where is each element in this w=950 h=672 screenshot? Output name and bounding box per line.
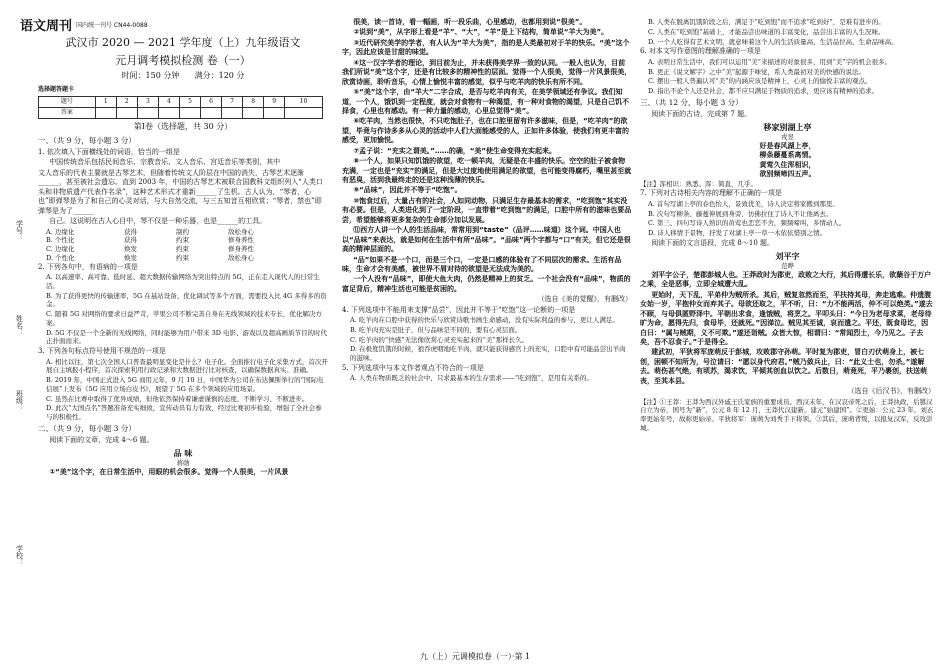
passage-paragraph: ⑤“美”这个字，由“羊大”二字合成，是否与吃羊肉有关，在美学领域还有争议。我们知道，一个人，饿饥到一定程度，就会对食物有一种渴望，有一种对食物的渴望，只是自己饥不择食，心里也有感动。有一种力量的感动，心里总觉得“美”。	[342, 88, 629, 115]
page-footer: 九（上）元调模拟卷（一）·第 1	[419, 652, 531, 661]
reading-instruction: 阅读下面的文章，完成 4～6 题。	[49, 436, 154, 445]
article-author: 蒋勋	[176, 459, 190, 468]
passage-paragraph: ⑪西方人讲一个人的生活品味，常常用到“taste”（品评……味道）这个词。中国人也以“品味”来表达，就是如何在生活中有所“品味”。“品味”两个字都与“口”有关，但它还是很高的精神层面的。	[342, 226, 631, 254]
classical-source: （选自《后汉书》，有删改）	[847, 387, 935, 396]
exam-title	[38, 34, 328, 69]
reading-instruction: 阅读下面的文言语段，完成 8～10 题。	[651, 238, 774, 247]
option-a[interactable]: A. 吃羊肉在口腔中获得的快乐与欣赏诗歌书画生命感动，没有实际利益的参与，更让人满足。	[350, 316, 619, 325]
question-stem: 5. 下列选项中与本文作者观点不符合的一项是	[342, 363, 484, 372]
question-number: 4	[158, 97, 179, 108]
classical-paragraph: 更始时，天下乱，平弟仲为贼所杀。其后，贼复忽然而至，平扶持其母，奔走逃难。仲遗腹女始一岁，平抱仲女而弃其子。母欲还取之，平不听，曰：“力不能两活，仲不可以绝类。”遂去不顾，与母俱匿野泽中。平朝出求食，逢饿贼，将烹之。平叩头曰：“今日为老母求菜，老母待旷为命，愿得先归，食母毕，还就死。”因涕泣。贼见其至诚，哀而遣之。平还，既食母讫，因白曰：“属与贼期，义不可欺。”遂还诣贼。众皆大惊，相谓曰：“常闻烈士，今乃见之。子去矣，吾不忍食子。”于是得全。	[640, 290, 933, 346]
passage-paragraph: ②说到“美”，从字形上看是“羊”、“大”，“羊”是上下结构，简单说“羊大为美”。	[353, 28, 609, 37]
time-label: 时间：150 分钟	[121, 71, 180, 81]
side-label-class: 班级：	[15, 390, 24, 411]
question-stem: 4. 下列选项中不能用来支撑“品尝”，因此并不等于“吃饱”这一论断的一项是	[342, 305, 576, 314]
answer-cell[interactable]	[264, 108, 285, 119]
exam-meta	[38, 71, 328, 82]
part-one-heading: 第Ⅰ卷（选择题，共 30 分）	[133, 122, 233, 132]
option-c[interactable]: C. 吃羊肉的“快感”无法像欣赏心灵充实起来的“美”那样长久。	[350, 335, 529, 344]
passage-paragraph: ⑥吃羊肉，当然也很快，不只吃饱肚子，也在口腔里留有许多滋味，但是，“吃羊肉”的欲望，毕竟与作诗多多从心灵的活动中人们大面能感受的人，正如许多体验，使我们有更丰富的感受，更加愉悦。	[342, 117, 629, 145]
section-heading: 三、（共 12 分，每小题 3 分）	[640, 97, 743, 107]
option-c[interactable]: C. 摆出一般人普遍认可“美”的内涵应该是精神上，心灵上的愉悦丰富的观点。	[648, 77, 872, 86]
answer-cell[interactable]	[201, 108, 222, 119]
option-cell: 敌松身心	[228, 253, 254, 262]
passage-paragraph: ⑨“品味”，因此并不等于“吃饱”。	[353, 186, 462, 195]
score-label: 满分：120 分	[194, 71, 245, 81]
section-heading: 一、（共 9 分，每小题 3 分）	[38, 135, 136, 145]
column-middle	[342, 18, 632, 648]
classical-title: 刘平字	[775, 251, 800, 262]
passage-text: 文人音乐的代表主要就是古琴艺术，但随着传统文人阶层在中国的消失，古琴艺术逐渐______，甚至被社会遗忘。直到 2003 年，中国的古琴艺术被联合国教科文组织列入“人类口头和非物质遗产代表作名录”，这种艺术形式才重新______了生机。古人认为，“琴者，心也”即弹琴是为了和自己的心灵对话，与大自然交流，与三五知音互相欣赏；“琴者，禁也”即弹琴是为了______	[38, 168, 323, 215]
option-d[interactable]: D. 在极度饥饿的时候，狼吞虎咽地吃羊肉，就只能获得感官上的充实，口腔中有可能品尝出羊肉的滋味。	[350, 345, 626, 363]
option-cell: 约束	[176, 245, 189, 254]
reading-instruction: 阅读下面的古诗，完成第 7 题。	[651, 109, 752, 118]
option-a[interactable]: A. 相比以往，第七次全国人口普查最明显变化是什么？电子化。全面推行电子化采集方式，首次开展自主填报小程序，首次探索利用行政记录和大数据进行比对核查，以确保数据真实、准确。	[46, 357, 328, 375]
question-number: 1	[95, 97, 116, 108]
passage-paragraph: ④这一汉字学者的理论，到目前为止，并未获得美学界一致的认同。一般人也认为，目前我们所说“美”这个字，还是有比较多的精神性的层面。觉得一个人很美，觉得一片风景很美，欣赏诗画，聆听音乐，心情上愉悦丰富的感觉，似乎与吃羊肉的快乐有所不同。	[342, 58, 632, 86]
option-cell: 制约	[176, 227, 189, 236]
question-stem: 2. 下列各句中，有语病的一项是	[38, 262, 138, 271]
option-cell: 敌松身心	[228, 227, 254, 236]
side-label-name: 姓名：	[15, 315, 24, 336]
answer-cell[interactable]	[179, 108, 200, 119]
classical-paragraph: 刘平字公子，楚郡彭城人也。王莽政时为郡吏，政败之大行，其后得遭长乐，欲蘖谷于万户之乘，全是恶事，立即全城遭大乱。	[640, 270, 932, 289]
question-number: 9	[264, 97, 285, 108]
option-a[interactable]: A. 人类在物质既乏的社会中，只求最基本的生存需求——“吃到饱”，是用有关系的。	[350, 374, 593, 383]
passage-paragraph: “品”如果不是一个口，而是三个口，一定是口感的体验有了不同层次的需求。生活有品味，生命才会有美感，被世界不屑对待的欲望是无法成为美的。	[342, 255, 622, 273]
answer-card-row-label: 答案	[39, 108, 96, 119]
option-cell: 获得	[124, 227, 137, 236]
poem-line: 柳条藤蔓系离情。	[759, 151, 816, 160]
question-number: 2	[116, 97, 137, 108]
option-a[interactable]: A. 以高速率、高可靠、低时延、超大数据传输网络为突出特点的 5G，正在走入现代人的日常生活。	[46, 273, 320, 290]
option-cell: 修身养性	[228, 236, 254, 245]
section-heading: 二、（共 9 分，每小题 3 分）	[38, 423, 136, 433]
option-b[interactable]: B. 更正《说文解字》之中“美”起源于味觉，系人类最初对美的快感的说法。	[648, 67, 866, 76]
option-c[interactable]: C. 人类在“吃到饱”基础上，才能品尝出味道的丰富变化，品尝出丰富的人生况味。	[648, 27, 885, 36]
classical-note: 【注】①王莽：王莽为西汉外戚王氏家族的重要成员。西汉末年，在汉哀帝死之后，王莽执政，后篡汉自立为帝，国号为“新”，公元 8 年 12 月，王莽代汉建新，建元“始建国”。②更始：公元 23 年，刘玄率更始年号，故称更始帝。平狄将军：庞萌为刘秀手下将领。③其后，庞萌背叛，以报复汉军，反攻彭城。	[640, 397, 934, 432]
option-cell: 焕发	[124, 245, 137, 254]
brand-logo: 语文周刊	[20, 19, 73, 34]
answer-cell[interactable]	[285, 108, 323, 119]
poem-title: 移家别湖上亭	[763, 122, 812, 133]
poem-line: 黄莺久住浑相识，	[759, 160, 816, 169]
question-number: 7	[222, 97, 243, 108]
option-b[interactable]: B. 人类在脱离饥饿阶段之后，满足于“吃到饱”而不追求“吃到好”，是难有进步的。	[648, 18, 885, 26]
option-a[interactable]: A. 首句写湖上亭的春色怡人，景致优美，诗人决定将家搬到那里。	[648, 199, 839, 208]
option-a[interactable]: A. 边缘化	[46, 227, 75, 236]
passage-paragraph: ⑩饱食过后，大量占有的社会，人如同动物，只满足生存最基本的需求，“吃到饱”其实没有必要。但是，人类进化到了一定阶段，一直带着“吃到饱”的满足，口腔中所有的滋味也要品尝，希望能够将更多复杂的生命部分加以发展。	[342, 196, 632, 224]
side-label-number: 学号：	[15, 220, 24, 241]
title-line-2: 元月调考模拟检测 卷（一）	[115, 53, 251, 67]
passage-text: 中国传统音乐包括民间音乐、宗教音乐、文人音乐、宫廷音乐等类别，其中	[49, 158, 281, 167]
option-c[interactable]: C. 随着 5G 对网络的要求日益严苛，苹果公司不断完善自身在无线领域的技术专长，优化解决方案。	[46, 310, 322, 327]
option-cell: 获得	[124, 236, 137, 245]
option-cell: 修身养性	[228, 245, 254, 254]
poem-line: 欲别频啼四五声。	[759, 170, 816, 179]
option-cell: 约束	[176, 236, 189, 245]
passage-paragraph: ⑦孟子说：“充实之谓美。”……的确，“美”使生命变得充实起来。	[353, 146, 557, 155]
passage-paragraph: ③近代研究美学的学者，有人认为“羊大为美”，指的是人类最初对于羊的快乐。“美”这个字，因此应该是甘甜的味觉。	[342, 38, 630, 57]
answer-cell[interactable]	[95, 108, 116, 119]
question-stem: 7. 下列对古诗相关内容的理解不正确的一项是	[640, 189, 782, 198]
answer-cell[interactable]	[243, 108, 264, 119]
question-number: 3	[137, 97, 158, 108]
brand-subtitle: 国内统一刊号 CN44-0088	[76, 22, 148, 29]
question-number: 10	[285, 97, 323, 108]
side-label-school: 学校：	[15, 545, 24, 566]
option-c[interactable]: C. 边缘化	[46, 245, 75, 254]
answer-cell[interactable]	[158, 108, 179, 119]
passage-paragraph: ①“美”这个字，在日常生活中，用眼的机会很多。觉得一个人很美，一片风景	[49, 468, 289, 477]
option-b[interactable]: B. 个性化	[46, 236, 75, 245]
title-line-1: 武汉市 2020 — 2021 学年度（上）九年级语文	[65, 36, 301, 49]
question-number: 6	[201, 97, 222, 108]
option-d[interactable]: D. 个性化	[46, 253, 75, 262]
question-stem: 3. 下列各句标点符号使用不规范的一项是	[38, 347, 166, 356]
passage-source: （选自《美的觉醒》，有删改）	[537, 295, 632, 304]
option-c[interactable]: C. 虽然在比赛中取得了优异成绩，但他依然保持着谦虚谨慎的态度，不断学习、不断进步。	[46, 394, 309, 403]
answer-card-heading: 选择题答题卡	[38, 85, 75, 93]
column-left	[38, 18, 328, 648]
option-grid	[38, 228, 328, 263]
option-cell: 焕发	[124, 253, 137, 262]
answer-cell[interactable]	[222, 108, 243, 119]
classical-paragraph: 建武初，平狄将军庞萌反于彭城，攻败郡守孙萌。平时复为郡吏，冒白刃伏萌身上，被七创，困顿不知所为，号泣请曰：“愿以身代府君。”贼乃敛兵止，曰：“此义士也，勿杀。”遂解去。萌伤甚气绝，有顷苏，渴求饮，平倾其创血以饮之。后数日，萌竟死，平乃裹创，扶送萌丧，至其本县。	[640, 348, 927, 385]
option-b[interactable]: B. 次句写柳条、藤蔓伸展到身旁，仿佛拉住了诗人不让他离去。	[648, 209, 833, 218]
option-d[interactable]: D. 此次“大国点名”答题准备充实细致，宣传动员有力有效，经过比赛初步检验，增强了全社会参与的积极性。	[46, 404, 322, 422]
poem-author: 戎昱	[781, 133, 794, 142]
column-right	[640, 18, 935, 648]
poem-note: 【注】浑相识：熟悉。浑：简直，几乎。	[640, 179, 757, 188]
passage-text: 自己。这说明在古人心目中，琴不仅是一种乐器，也是______的工具。	[49, 217, 267, 226]
answer-card-row-label: 题号	[39, 97, 96, 108]
option-d[interactable]: D. 诗人移情于景物，抒发了对湖上亭一草一木依依惜别之情。	[648, 229, 827, 238]
passage-paragraph: ⑧一个人，如果只知饥饿的欲望，吃一顿羊肉，无疑是在丰盛的快乐。空空的肚子被食物充满，一定也是“充实”的满足，但是大过度地使用满足的欲望，也可能变得腐朽，嘴里甚至就有恶臭，活到我最终走的还是这种浅薄的快乐。	[342, 157, 632, 184]
question-stem: 6. 对本文写作意图的理解准确的一项是	[640, 47, 761, 56]
option-d[interactable]: D. 5G 不仅是一个全新的无线网络，同时能够为用户带来 3D 电影、游戏以及超高画质节目的时代正扑面而来。	[46, 328, 327, 346]
option-b[interactable]: B. 吃羊肉充实是肚子，但与品味是不同的，要有心灵层面。	[350, 325, 522, 334]
option-cell: 约束	[176, 253, 189, 262]
option-c[interactable]: C. 第三、四句写诗人熟识的黄莺也恋恋不舍，频频啼叫，多情动人。	[648, 219, 846, 228]
poem-line: 好是春风湖上亭，	[759, 141, 816, 150]
answer-cell[interactable]	[116, 108, 137, 119]
passage-paragraph: 很美，读一首诗，看一幅画，听一段乐曲，心里感动，也都用到说“很美”。	[353, 18, 587, 26]
question-number: 8	[243, 97, 264, 108]
answer-cell[interactable]	[137, 108, 158, 119]
question-number: 5	[179, 97, 200, 108]
option-b[interactable]: B. 为了获得更快的传输速率，5G 在基站设备、优化调试等多个方面，需要投入比 4G 多得多的资金。	[46, 291, 327, 309]
option-b[interactable]: B. 2019 年，中国正式进入 5G 商用元年，9 月 10 日，中国华为公司在布达佩斯举行的“国际电信展”上发布《5G 应用立场白皮书》，展望了 5G 在多个领域的应用场景。	[46, 376, 324, 393]
option-a[interactable]: A. 表明日常生活中，我们可以运用“美”来描述的对象很多，用到“美”字的机会很多。	[648, 57, 892, 66]
classical-author: 范晔	[781, 262, 794, 271]
question-stem: 1. 依次填入下面横线处的词语，恰当的一组是	[38, 148, 180, 156]
passage-paragraph: 一个人没有“品味”，即使大鱼大肉，仍然是精神上的贫乏。一个社会没有“品味”，物质的富足背后，精神生活也可能是贫困的。	[342, 275, 631, 293]
option-d[interactable]: D. 指出不论个人还是社会，都不应只满足于物质的追求，更应该有精神的追求。	[648, 87, 879, 96]
article-title: 品 味	[173, 448, 193, 459]
option-d[interactable]: D. 一个人吃得有艺术文明，就意味着这个人的生活质量高，生活品位高，生命品味高。	[648, 37, 898, 46]
answer-card-table	[38, 96, 323, 119]
